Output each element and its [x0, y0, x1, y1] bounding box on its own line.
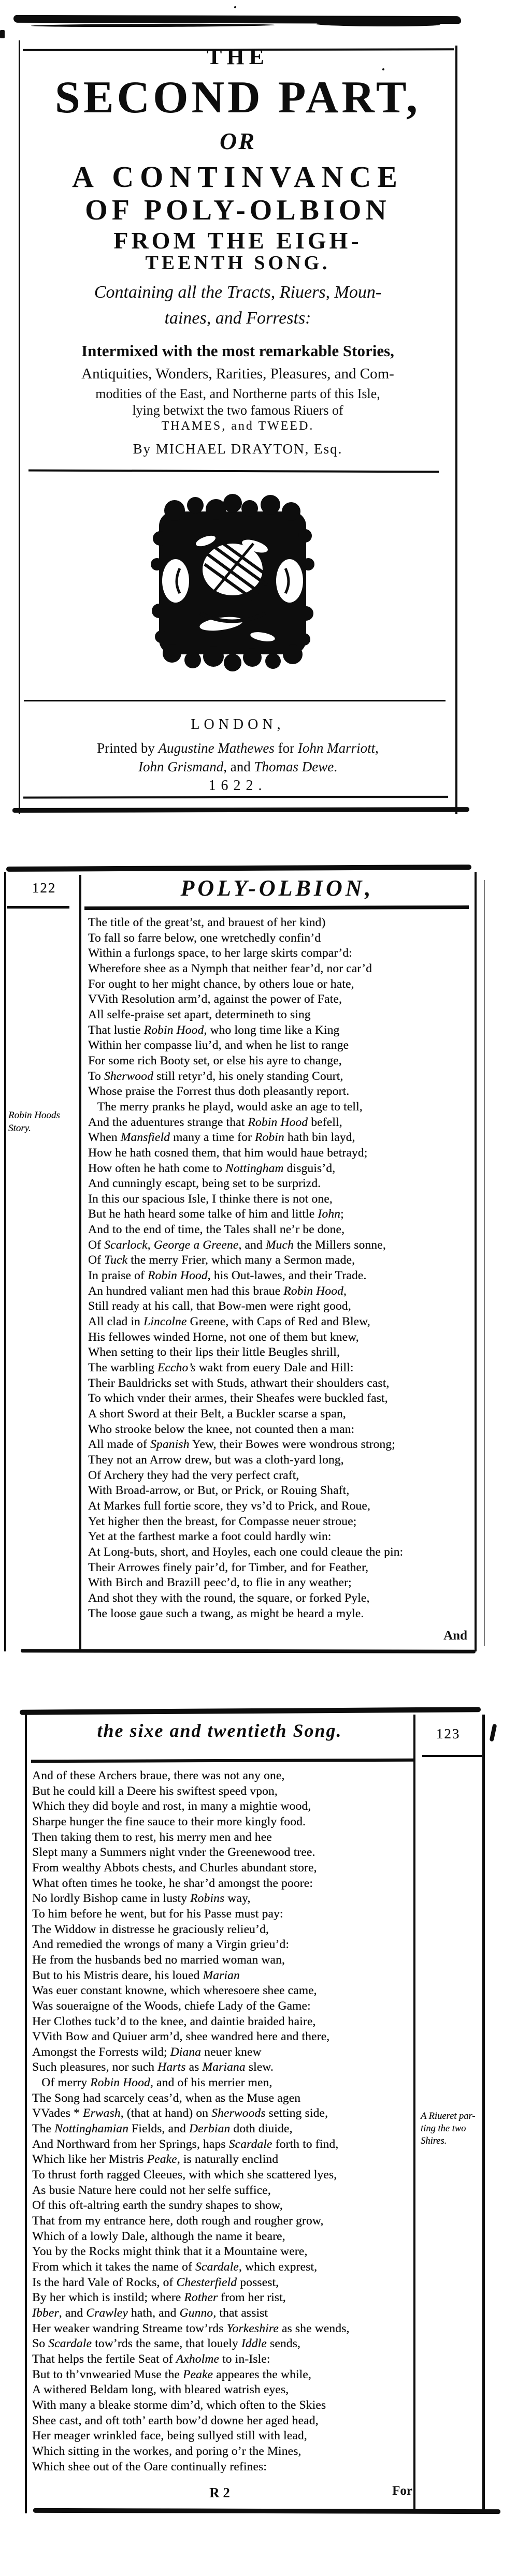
scan-smudge-top-3 — [316, 22, 440, 26]
p123-border-right — [482, 1715, 485, 2513]
poem-line: He from the husbands bed no married woman wan, — [32, 1953, 285, 1967]
poem-line: Wherefore shee as a Nymph that neither fear’d, nor car’d — [88, 961, 372, 975]
poem-line: Of Archery they had the very perfect craft, — [88, 1468, 299, 1482]
poem-line: Such pleasures, nor such Harts as Mariana slew. — [32, 2060, 274, 2074]
poem-line: VVith Resolution arm’d, against the power of Fate, — [88, 992, 342, 1006]
poem-line: That from my entrance here, doth rough and rougher grow, — [32, 2214, 324, 2228]
p122-page-number: 122 — [32, 880, 56, 896]
p123-running-header: the sixe and twentieth Song. — [97, 1720, 342, 1741]
poem-line: The merry pranks he playd, would aske an age to tell, — [88, 1100, 363, 1114]
poem-line: By her which is instild; where Rother from her rist, — [32, 2291, 286, 2305]
title-byline: By MICHAEL DRAYTON, Esq. — [133, 441, 343, 457]
title-rule-low — [24, 700, 446, 701]
poem-line: And the aduentures strange that Robin Hood befell, — [88, 1115, 342, 1129]
poem-line: In this our spacious Isle, I thinke there is not one, — [88, 1192, 333, 1206]
p123-border-left — [25, 1715, 27, 2513]
scan-artifact — [490, 1724, 497, 1742]
p122-rule-bottom — [21, 1649, 476, 1653]
imprint-line-2: Iohn Grismand, and Thomas Dewe. — [138, 759, 337, 774]
poem-line: All made of Spanish Yew, their Bowes were wondrous strong; — [88, 1438, 395, 1452]
poem-line: Which sitting in the workes, and poring o’r the Mines, — [32, 2444, 301, 2458]
p123-signature: R 2 — [209, 2485, 230, 2500]
poem-line: Within a furlongs space, to her large skirts compar’d: — [88, 946, 352, 960]
poem-line: And of these Archers braue, there was not any one, — [32, 1769, 285, 1782]
scan-smudge-top-2 — [31, 23, 275, 27]
poem-line: Was euer constant knowne, which wheresoere shee came, — [32, 1984, 317, 1998]
poem-line: Then taking them to rest, his merry men and hee — [32, 1830, 272, 1844]
poem-line: And shot they with the round, the square, or forked Pyle, — [88, 1591, 370, 1605]
poem-line: An hundred valiant men had this braue Robin Hood, — [88, 1284, 347, 1298]
poem-line: With Birch and Brazill peec’d, to flie in any weather; — [88, 1576, 352, 1590]
poem-line: At Long-buts, short, and Hoyles, each one could cleaue the pin: — [88, 1545, 404, 1559]
title-or-word: OR — [220, 128, 256, 154]
title-intermixed-4: lying betwixt the two famous Riuers of — [132, 403, 343, 418]
poem-line: All selfe-praise set apart, determineth to sing — [88, 1007, 311, 1021]
poem-line: Which they did boyle and rost, in many a mightie wood, — [32, 1799, 311, 1813]
title-containing-1: Containing all the Tracts, Riuers, Moun- — [94, 283, 382, 302]
poem-line: The loose gaue such a twang, as might be heard a myle. — [88, 1606, 364, 1620]
poem-line: To thrust forth ragged Cleeues, with which she scattered lyes, — [32, 2168, 337, 2182]
poem-line: Her meager wrinkled face, being sullyed still with lead, — [32, 2429, 307, 2443]
poem-line: Which like her Mistris Peake, is naturally enclind — [32, 2153, 279, 2167]
poem-line: His fellowes winded Horne, not one of them but knew, — [88, 1330, 359, 1344]
title-rule-bottom-outer — [12, 807, 469, 813]
poem-line: The warbling Eccho’s wakt from euery Dale and Hill: — [88, 1361, 354, 1375]
poem-line: How often he hath come to Nottingham disguis’d, — [88, 1161, 336, 1175]
title-subtitle-4: TEENTH SONG. — [145, 252, 331, 274]
poem-line: What often times he tooke, he shar’d amongst the poore: — [32, 1876, 313, 1890]
poem-line: Her Clothes tuck’d to the knee, and daintie braided haire, — [32, 2014, 316, 2028]
imprint-line-1: Printed by Augustine Mathewes for Iohn Marriott, — [97, 740, 379, 756]
poem-line: VVith Bow and Quiuer arm’d, shee wandred here and there, — [32, 2030, 330, 2044]
poem-line: And to the end of time, the Tales shall ne’r be done, — [88, 1223, 345, 1237]
poem-line: Amongst the Forrests wild; Diana neuer knew — [32, 2045, 262, 2059]
p123-catchword: For — [392, 2484, 412, 2498]
p123-margin-note-line: A Riueret par- — [421, 2111, 476, 2121]
poem-line: Within her compasse liu’d, and when he list to range — [88, 1038, 349, 1052]
poem-line: Which of a lowly Dale, although the name it beare, — [32, 2229, 285, 2243]
p122-header-rule — [84, 905, 469, 910]
poem-line: The Nottinghamian Fields, and Derbian doth diuide, — [32, 2122, 293, 2136]
poem-line: When setting to their lips their little Beugles shrill, — [88, 1345, 340, 1359]
poem-line: So Scardale tow’rds the same, that louely Iddle sends, — [32, 2337, 300, 2351]
poem-line: Who strooke below the knee, not counted then a man: — [88, 1422, 355, 1436]
poem-line: To Sherwood still retyr’d, his onely standing Court, — [88, 1069, 343, 1083]
p122-margin-note — [8, 1109, 77, 1135]
poem-line: Is the hard Vale of Rocks, of Chesterfield possest, — [32, 2275, 279, 2289]
poem-line: Shee cast, and oft toth’ earth bow’d downe her aged head, — [32, 2413, 319, 2427]
poem-line: You by the Rocks might think that it a Mountaine were, — [32, 2245, 308, 2259]
poem-line: To him before he went, but for his Passe must pay: — [32, 1907, 283, 1921]
poem-line: As busie Nature here could not her selfe suffice, — [32, 2183, 271, 2197]
title-subtitle-3: FROM THE EIGH- — [113, 227, 362, 254]
p122-poem — [88, 915, 469, 1621]
poem-line: And remedied the wrongs of many a Virgin grieu’d: — [32, 1938, 290, 1952]
poem-line: Of Scarlock, George a Greene, and Much the Millers sonne, — [88, 1238, 386, 1252]
poem-line: Was soueraigne of the Woods, chiefe Lady of the Game: — [32, 1999, 311, 2013]
p122-running-header: POLY-OLBION, — [180, 875, 374, 901]
poem-line: Sharpe hunger the fine sauce to their more kingly food. — [32, 1814, 306, 1828]
p122-border-left — [4, 872, 6, 1651]
title-intermixed-5: THAMES, and TWEED. — [161, 419, 314, 433]
imprint-place: LONDON, — [191, 716, 285, 733]
title-rule-mid — [28, 470, 439, 473]
poem-line: Of merry Robin Hood, and of his merrier men, — [32, 2076, 272, 2090]
p122-rule-top — [6, 865, 471, 872]
poem-line: At Markes full fortie score, they vs’d to Prick, and Roue, — [88, 1499, 370, 1513]
poem-line: No lordly Bishop came in lusty Robins way, — [32, 1892, 251, 1906]
poem-line: Her weaker wandring Streame tow’rds Yorkeshire as she wends, — [32, 2321, 350, 2335]
poem-line: That helps the fertile Seat of Axholme to in-Isle: — [32, 2352, 270, 2366]
poem-line: And Northward from her Springs, haps Scardale forth to find, — [32, 2137, 339, 2151]
title-intermixed-3: modities of the East, and Northerne parts of this Isle, — [95, 386, 380, 401]
poem-line: The Widdow in distresse he graciously relieu’d, — [32, 1922, 269, 1936]
title-subtitle-1: A CONTINVANCE — [72, 160, 404, 194]
poem-line: From which it takes the name of Scardale, which exprest, — [32, 2260, 318, 2274]
poem-line: The Song had scarcely ceas’d, when as the Muse agen — [32, 2091, 301, 2105]
p123-poem — [32, 1768, 410, 2475]
poem-line: Of this oft-altring earth the sundry shapes to show, — [32, 2199, 283, 2213]
title-main: SECOND PART, — [54, 72, 421, 123]
p123-page-number: 123 — [436, 1726, 461, 1741]
p123-margin-note-line: Shires. — [421, 2136, 447, 2146]
p122-margin-rule — [7, 906, 69, 909]
p122-margin-divider — [79, 875, 81, 1651]
poem-line: Of Tuck the merry Frier, which many a Sermon made, — [88, 1253, 355, 1267]
poem-line: For ought to her might chance, by others loue or hate, — [88, 977, 354, 991]
poem-line: That lustie Robin Hood, who long time like a King — [88, 1023, 340, 1037]
poem-line: When Mansfield many a time for Robin hath bin layd, — [88, 1131, 355, 1145]
title-subtitle-2: OF POLY-OLBION — [85, 194, 391, 226]
p123-rule-bottom — [33, 2508, 500, 2514]
poem-line: With Broad-arrow, or But, or Prick, or Rouing Shaft, — [88, 1484, 350, 1498]
poem-line: To which vnder their armes, their Sheafes were buckled fast, — [88, 1392, 388, 1406]
title-intermixed-2: Antiquities, Wonders, Rarities, Pleasures, and Com- — [81, 365, 394, 382]
poem-line: From wealthy Abbots chests, and Churles abundant store, — [32, 1861, 317, 1875]
poem-line: Their Bauldricks set with Studs, athwart their shoulders cast, — [88, 1376, 390, 1390]
p123-margin-note — [421, 2110, 482, 2147]
poem-line: The title of the great’st, and brauest of her kind) — [88, 916, 326, 929]
imprint-year: 1622. — [208, 778, 267, 794]
poem-line: For some rich Booty set, or else his ayre to change, — [88, 1053, 342, 1067]
title-border-right — [455, 46, 457, 814]
title-rule-bottom-inner — [23, 796, 448, 798]
p123-header-rule — [31, 1759, 414, 1763]
poem-line: In praise of Robin Hood, his Out-lawes, and their Trade. — [88, 1269, 367, 1283]
poem-line: A withered Beldam long, with bleared watrish eyes, — [32, 2383, 289, 2397]
poem-line: Slept many a Summers night vnder the Greenewood tree. — [32, 1846, 315, 1860]
printer-ornament-icon — [143, 492, 322, 673]
p123-margin-note-line: ting the two — [421, 2124, 466, 2134]
p123-margin-divider — [413, 1715, 415, 2513]
p122-margin-note-line: Story. — [8, 1123, 31, 1134]
poem-line: Which shee out of the Oare continually refines: — [32, 2460, 267, 2473]
p122-catchword: And — [443, 1629, 467, 1643]
scan-artifact — [0, 30, 5, 38]
poem-line: Still ready at his call, that Bow-men were right good, — [88, 1299, 351, 1313]
p122-border-right — [475, 872, 477, 1651]
p122-margin-note-line: Robin Hoods — [8, 1110, 60, 1121]
poem-line: Ibber, and Crawley hath, and Gunno, that assist — [32, 2306, 268, 2320]
poem-line: Their Arrowes finely pair’d, for Timber, and for Feather, — [88, 1560, 369, 1574]
poem-line: All clad in Lincolne Greene, with Caps of Red and Blew, — [88, 1315, 370, 1329]
poem-line: Yet at the farthest marke a foot could hardly win: — [88, 1530, 332, 1544]
poem-line: But he could kill a Deere his swiftest speed vpon, — [32, 1784, 278, 1798]
poem-line: How he hath cosned them, that him would haue betrayd; — [88, 1146, 368, 1160]
poem-line: With many a bleake storme dim’d, which often to the Skies — [32, 2398, 326, 2412]
poem-line: To fall so farre below, one wretchedly confin’d — [88, 931, 321, 945]
p123-margin-rule — [422, 1755, 482, 1757]
title-intermixed-1: Intermixed with the most remarkable Stories, — [81, 342, 394, 360]
poem-line: Yet higher then the breast, for Compasse neuer stroue; — [88, 1514, 357, 1528]
poem-line: VVades * Erwash, (that at hand) on Sherwoods setting side, — [32, 2106, 328, 2120]
poem-line: But he hath heard some talke of him and little Iohn; — [88, 1207, 344, 1221]
title-head-word: THE — [207, 44, 269, 69]
poem-line: But to his Mistris deare, his loued Marian — [32, 1968, 240, 1982]
poem-line: But to th’vnwearied Muse the Peake appeares the while, — [32, 2367, 311, 2381]
poem-line: They not an Arrow drew, but was a cloth-yard long, — [88, 1453, 344, 1467]
title-border-left — [19, 40, 20, 814]
title-containing-2: taines, and Forrests: — [164, 309, 311, 328]
poem-line: Whose praise the Forrest thus doth pleasantly report. — [88, 1085, 350, 1099]
p123-rule-top — [20, 1707, 481, 1715]
p122-border-right-shadow — [484, 880, 485, 1646]
poem-line: And cunningly escapt, being set to be surprizd. — [88, 1177, 321, 1191]
scan-artifact — [234, 6, 236, 8]
poem-line: A short Sword at their Belt, a Buckler scarse a span, — [88, 1407, 346, 1421]
